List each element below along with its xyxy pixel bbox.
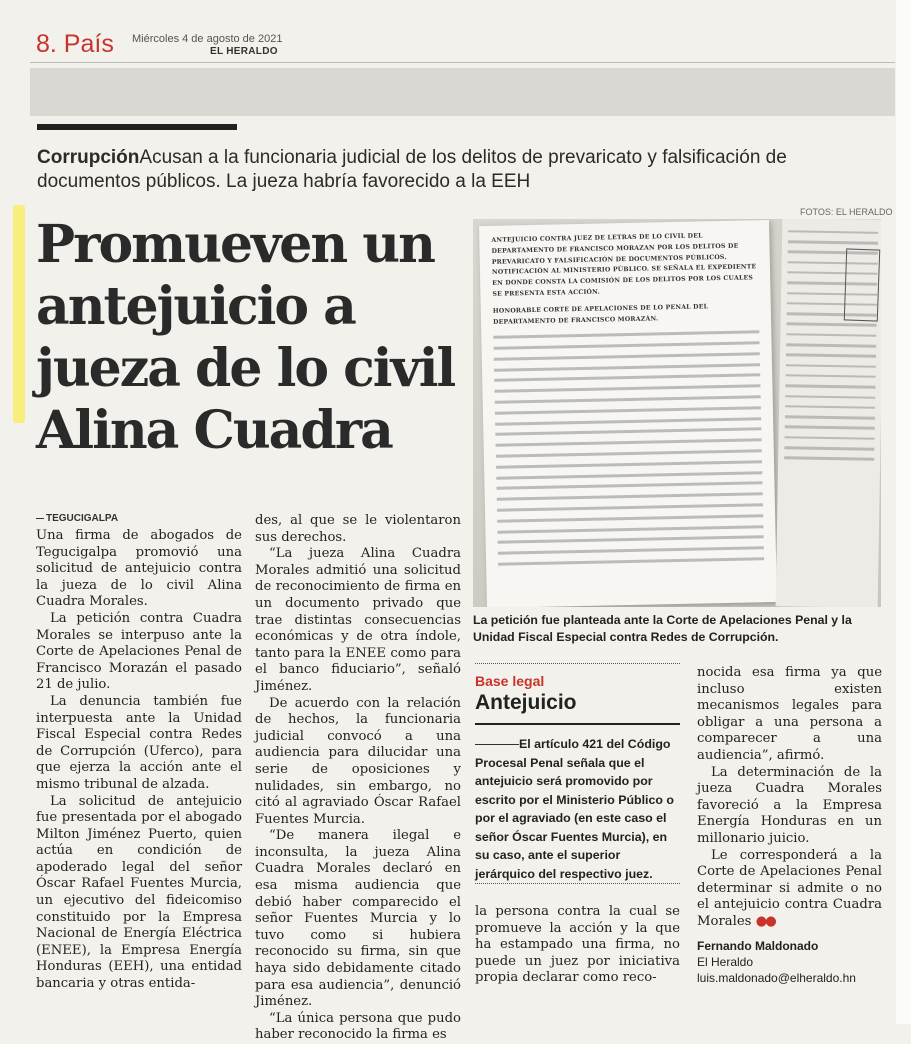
page-section-number: 8. País	[36, 30, 114, 58]
body-column-3	[475, 904, 680, 987]
paragraph: “La jueza Alina Cuadra Morales admitió una solicitud de reconocimiento de firma en un documento privado que trae distintas consecuencias económicas y de otra índole, tanto para la ENEE como para el banco fiduciario”, señaló Jiménez.	[255, 546, 461, 694]
kicker-section: Corrupción	[37, 147, 140, 168]
paragraph: De acuerdo con la relación de hechos, la funcionaria judicial convocó a una audiencia para dilucidar una serie de oposiciones y nulidades, sin embargo, no citó al agraviado Óscar Rafael Fuentes Murcia.	[255, 695, 461, 827]
photo-caption: La petición fue planteada ante la Corte de Apelaciones Penal y la Unidad Fiscal Especial contra Redes de Corrupción.	[473, 613, 852, 644]
sidebar-title-rule	[475, 723, 680, 725]
author-email: luis.maldonado@elheraldo.hn	[697, 971, 856, 985]
legal-document-sheet	[479, 220, 777, 607]
paragraph: La denuncia también fue interpuesta ante la Unidad Fiscal Especial contra Redes de Corrupción (Uferco), para que ejerza la acción ante el mismo tribunal de alzada.	[36, 693, 242, 792]
bleed-through-band	[30, 68, 895, 116]
scan-margin	[896, 0, 911, 1024]
received-stamp	[844, 248, 880, 321]
paragraph: nocida esa firma ya que incluso existen mecanismos legales para obligar a una persona a comparecer a una audiencia”, afirmó.	[697, 665, 882, 763]
author-name: Fernando Maldonado	[697, 939, 819, 953]
paragraph: La petición contra Cuadra Morales se interpuso ante la Corte de Apelaciones Penal de Francisco Morazán el pasado 21 de julio.	[36, 610, 242, 693]
paragraph: des, al que se le violentaron sus derechos.	[255, 513, 461, 545]
author-signature	[697, 938, 887, 986]
highlighter-mark	[13, 205, 25, 423]
sidebar-bottom-border	[475, 883, 680, 884]
paragraph: “De manera ilegal e inconsulta, la jueza Alina Cuadra Morales declaró en esa misma audiencia que debió haber comparecido el señor Fuentes Murcia y lo tuvo como si hubiera reconocido su firma, sin que haya sido debidamente citado para esa audiencia”, denunció Jiménez.	[255, 828, 461, 1010]
sidebar-text: El artículo 421 del Código Procesal Penal señala que el antejuicio será promovido por escrito por el Ministerio Público o por el agraviado (en este caso el señor Óscar Fuentes Murcia), en su caso, ante el superior jerárquico del respectivo juez.	[475, 737, 674, 881]
sidebar-title: Antejuicio	[475, 691, 577, 714]
sidebar-kicker: Base legal	[475, 673, 545, 689]
paragraph: La determinación de la jueza Cuadra Morales favoreció a la Empresa Energía Honduras en un millonario juicio.	[697, 764, 882, 846]
article-headline: Promueven un antejuicio a jueza de lo civil Alina Cuadra	[36, 214, 455, 461]
kicker-text: Acusan a la funcionaria judicial de los delitos de prevaricato y falsificación de documentos públicos. La jueza habría favorecido a la EEH	[37, 147, 787, 192]
paragraph: la persona contra la cual se promueve la acción y la que ha estampado una firma, no puede un juez por iniciativa propia declarar como reco-	[475, 904, 680, 986]
document-address: HONORABLE CORTE DE APELACIONES DE LO PENAL DEL DEPARTAMENTO DE FRANCISCO MORAZÁN.	[492, 303, 709, 326]
header-divider	[30, 62, 895, 63]
sidebar-top-border	[475, 663, 680, 664]
article-kicker	[37, 146, 797, 194]
author-outlet: El Heraldo	[697, 955, 754, 969]
body-column-2	[255, 513, 461, 1044]
newspaper-name: EL HERALDO	[210, 46, 278, 57]
paragraph: Una firma de abogados de Tegucigalpa promovió una solicitud de antejuicio contra la jueza de lo civil Alina Cuadra Morales.	[36, 528, 242, 610]
legal-basis-sidebar	[475, 663, 680, 888]
dateline: TEGUCIGALPA	[36, 513, 118, 524]
body-column-1	[36, 528, 242, 993]
section-rule	[37, 124, 237, 130]
end-of-article-mark: ●●	[755, 913, 775, 929]
body-column-4	[697, 665, 882, 931]
document-photo	[473, 219, 881, 607]
photo-credit: FOTOS: EL HERALDO	[800, 207, 893, 217]
paragraph: Le corresponderá a la Corte de Apelaciones Penal determinar si admite o no el antejuicio contra Cuadra Morales ●●	[697, 847, 882, 929]
paragraph: “La única persona que pudo haber reconocido la firma es	[255, 1010, 461, 1043]
issue-date: Miércoles 4 de agosto de 2021	[132, 33, 283, 45]
paragraph: La solicitud de antejuicio fue presentada por el abogado Milton Jiménez Puerto, quien actúa en condición de apoderado legal del señor Óscar Rafael Fuentes Murcia, un ejecutivo del fideicomiso constituido por la Empresa Nacional de Energía Eléctrica (ENEE), la Empresa Energía Honduras (EEH), una entidad bancaria y otras entida-	[36, 793, 242, 992]
document-heading: ANTEJUICIO CONTRA JUEZ DE LETRAS DE LO CIVIL DEL DEPARTAMENTO DE FRANCISCO MORAZAN POR LOS DELITOS DE PREVARICATO Y FALSIFICACIÓN DE DOCUMENTOS PÚBLICOS. NOTIFICACIÓN AL MINISTERIO PÚBLICO. SE SEÑALA EL EXPEDIENTE EN DONDE CONSTA LA COMISIÓN DE LOS DELITOS POR LOS CUALES SE PRESENTA ESTA ACCIÓN.	[491, 232, 757, 298]
